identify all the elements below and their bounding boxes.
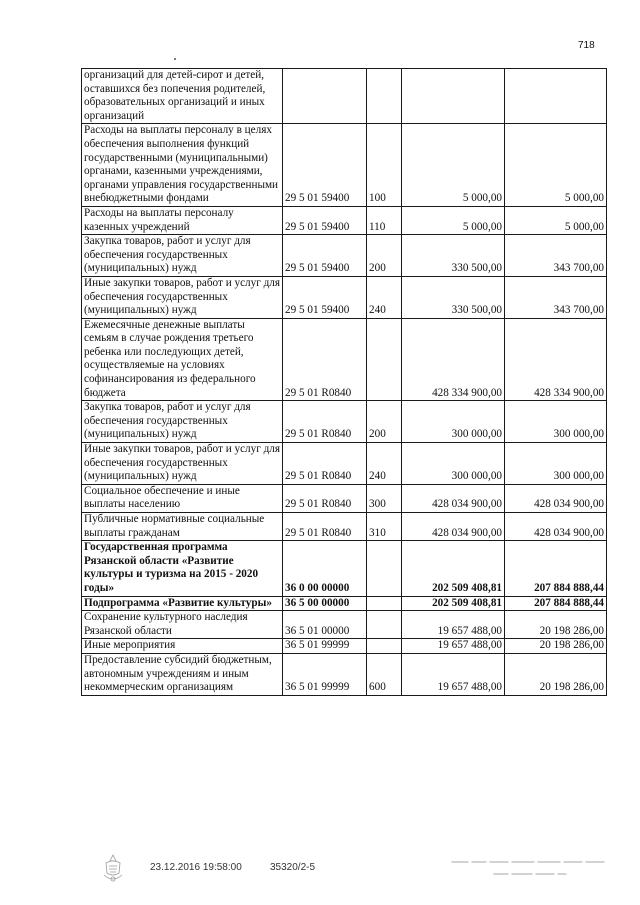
- table-row: [82, 611, 607, 639]
- table-row: [82, 513, 607, 541]
- budget-table-body: [82, 69, 607, 696]
- table-row: [82, 206, 607, 234]
- table-row: [82, 318, 607, 401]
- row-expense-type-cell: 100: [367, 124, 402, 207]
- row-sum-2018-cell: [505, 69, 607, 124]
- table-row: [82, 401, 607, 443]
- row-name-cell: Публичные нормативные социальные выплаты гражданам: [82, 513, 283, 541]
- row-code-cell: 29 5 01 59400: [283, 276, 367, 318]
- row-expense-type-cell: 300: [367, 484, 402, 512]
- row-code-cell: 36 5 01 99999: [283, 639, 367, 654]
- budget-table: [81, 68, 607, 696]
- row-sum-2017-cell: 19 657 488,00: [402, 639, 505, 654]
- row-code-cell: [283, 69, 367, 124]
- row-sum-2018-cell: 207 884 888,44: [505, 541, 607, 596]
- table-row: [82, 639, 607, 654]
- table-row: [82, 443, 607, 485]
- row-sum-2018-cell: 207 884 888,44: [505, 596, 607, 611]
- row-name-cell: Ежемесячные денежные выплаты семьям в случае рождения третьего ребенка или последующих детей, осуществляемые на условиях софинансирования из федерального бюджета: [82, 318, 283, 401]
- row-code-cell: 29 5 01 R0840: [283, 513, 367, 541]
- row-code-cell: 36 5 01 00000: [283, 611, 367, 639]
- row-expense-type-cell: 600: [367, 653, 402, 695]
- row-expense-type-cell: 310: [367, 513, 402, 541]
- row-name-cell: Социальное обеспечение и иные выплаты населению: [82, 484, 283, 512]
- row-code-cell: 29 5 01 R0840: [283, 443, 367, 485]
- row-expense-type-cell: [367, 639, 402, 654]
- seal-icon: [100, 853, 126, 883]
- row-name-cell: Иные мероприятия: [82, 639, 283, 654]
- row-expense-type-cell: 240: [367, 443, 402, 485]
- row-name-cell: Подпрограмма «Развитие культуры»: [82, 596, 283, 611]
- row-expense-type-cell: 200: [367, 235, 402, 277]
- row-sum-2017-cell: 330 500,00: [402, 235, 505, 277]
- row-name-cell: Закупка товаров, работ и услуг для обеспечения государственных (муниципальных) нужд: [82, 235, 283, 277]
- row-expense-type-cell: [367, 318, 402, 401]
- row-sum-2017-cell: 202 509 408,81: [402, 596, 505, 611]
- row-name-cell: Государственная программа Рязанской области «Развитие культуры и туризма на 2015 - 2020 годы»: [82, 541, 283, 596]
- row-sum-2017-cell: 300 000,00: [402, 401, 505, 443]
- row-sum-2017-cell: 428 034 900,00: [402, 513, 505, 541]
- footer-datetime: 23.12.2016 19:58:00: [150, 862, 242, 873]
- row-sum-2017-cell: 300 000,00: [402, 443, 505, 485]
- row-name-cell: Предоставление субсидий бюджетным, автономным учреждениям и иным некоммерческим организациям: [82, 653, 283, 695]
- row-name-cell: Сохранение культурного наследия Рязанской области: [82, 611, 283, 639]
- row-name-cell: Иные закупки товаров, работ и услуг для обеспечения государственных (муниципальных) нужд: [82, 443, 283, 485]
- row-sum-2018-cell: 300 000,00: [505, 401, 607, 443]
- row-code-cell: 36 0 00 00000: [283, 541, 367, 596]
- row-expense-type-cell: [367, 596, 402, 611]
- row-code-cell: 29 5 01 59400: [283, 206, 367, 234]
- row-code-cell: 29 5 01 R0840: [283, 401, 367, 443]
- row-sum-2018-cell: 300 000,00: [505, 443, 607, 485]
- table-row: [82, 541, 607, 596]
- row-code-cell: 36 5 01 99999: [283, 653, 367, 695]
- row-name-cell: Расходы на выплаты персоналу в целях обеспечения выполнения функций государственными (муниципальными) органами, казенными учреждениями, органами управления государственными внебюджетными фондами: [82, 124, 283, 207]
- row-sum-2017-cell: 428 034 900,00: [402, 484, 505, 512]
- row-sum-2018-cell: 428 034 900,00: [505, 484, 607, 512]
- row-sum-2018-cell: 20 198 286,00: [505, 611, 607, 639]
- row-sum-2018-cell: 428 334 900,00: [505, 318, 607, 401]
- row-code-cell: 29 5 01 59400: [283, 124, 367, 207]
- row-expense-type-cell: 110: [367, 206, 402, 234]
- row-sum-2018-cell: 20 198 286,00: [505, 653, 607, 695]
- table-row: [82, 653, 607, 695]
- row-sum-2018-cell: 5 000,00: [505, 206, 607, 234]
- row-expense-type-cell: [367, 611, 402, 639]
- table-row: [82, 69, 607, 124]
- row-name-cell: Расходы на выплаты персоналу казенных учреждений: [82, 206, 283, 234]
- row-sum-2017-cell: 19 657 488,00: [402, 611, 505, 639]
- row-sum-2018-cell: 343 700,00: [505, 235, 607, 277]
- row-sum-2017-cell: 5 000,00: [402, 206, 505, 234]
- row-sum-2017-cell: 5 000,00: [402, 124, 505, 207]
- row-sum-2017-cell: 330 500,00: [402, 276, 505, 318]
- row-code-cell: 29 5 01 R0840: [283, 318, 367, 401]
- row-sum-2018-cell: 428 034 900,00: [505, 513, 607, 541]
- table-row: [82, 484, 607, 512]
- row-sum-2017-cell: 428 334 900,00: [402, 318, 505, 401]
- row-code-cell: 36 5 00 00000: [283, 596, 367, 611]
- page-number: 718: [578, 40, 595, 51]
- footer-document-id: 35320/2-5: [270, 862, 316, 873]
- row-name-cell: организаций для детей-сирот и детей, оставшихся без попечения родителей, образовательных организаций и иных организаций: [82, 69, 283, 124]
- row-expense-type-cell: 200: [367, 401, 402, 443]
- row-name-cell: Закупка товаров, работ и услуг для обеспечения государственных (муниципальных) нужд: [82, 401, 283, 443]
- scan-speck: [174, 58, 176, 60]
- row-expense-type-cell: [367, 541, 402, 596]
- row-sum-2017-cell: 202 509 408,81: [402, 541, 505, 596]
- row-expense-type-cell: 240: [367, 276, 402, 318]
- table-row: [82, 276, 607, 318]
- table-row: [82, 124, 607, 207]
- row-sum-2018-cell: 20 198 286,00: [505, 639, 607, 654]
- row-sum-2018-cell: 5 000,00: [505, 124, 607, 207]
- registration-stamp: [448, 856, 608, 882]
- row-code-cell: 29 5 01 R0840: [283, 484, 367, 512]
- table-row: [82, 235, 607, 277]
- row-sum-2017-cell: 19 657 488,00: [402, 653, 505, 695]
- row-sum-2017-cell: [402, 69, 505, 124]
- table-row: [82, 596, 607, 611]
- row-expense-type-cell: [367, 69, 402, 124]
- row-code-cell: 29 5 01 59400: [283, 235, 367, 277]
- row-name-cell: Иные закупки товаров, работ и услуг для обеспечения государственных (муниципальных) нужд: [82, 276, 283, 318]
- row-sum-2018-cell: 343 700,00: [505, 276, 607, 318]
